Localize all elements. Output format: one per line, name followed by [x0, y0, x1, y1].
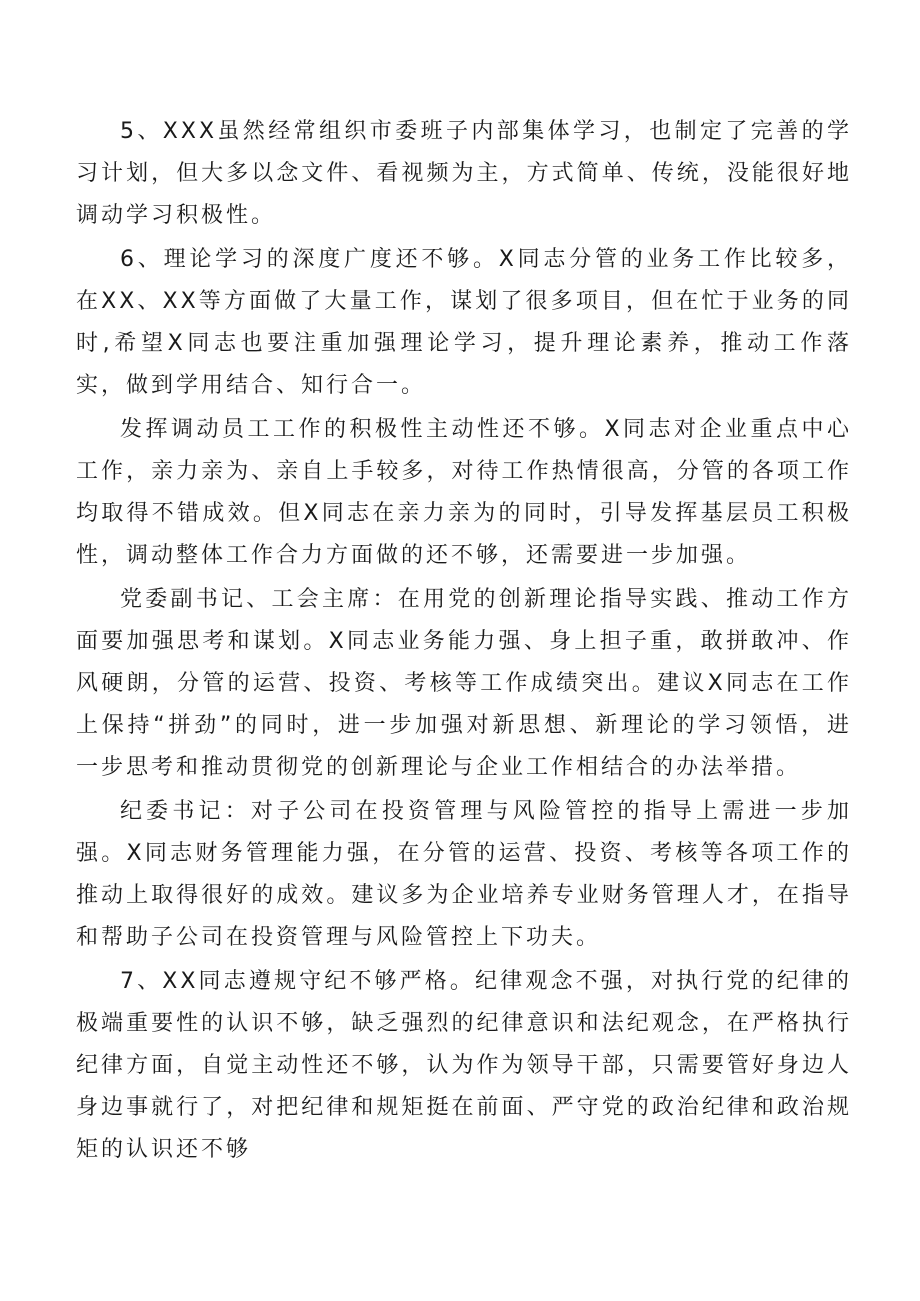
paragraph-item-5: 5、XXX虽然经常组织市委班子内部集体学习，也制定了完善的学习计划，但大多以念文件、看视频为主，方式简单、传统，没能很好地调动学习积极性。	[76, 119, 852, 228]
document-body	[76, 111, 852, 1171]
paragraph-staff-motivation: 发挥调动员工工作的积极性主动性还不够。X同志对企业重点中心工作，亲力亲为、亲自上手较多，对待工作热情很高，分管的各项工作均取得不错成效。但X同志在亲力亲为的同时，引导发挥基层员工积极性，调动整体工作合力方面做的还不够，还需要进一步加强。	[76, 417, 852, 568]
paragraph-item-6: 6、理论学习的深度广度还不够。X同志分管的业务工作比较多，在XX、XX等方面做了大量工作，谋划了很多项目，但在忙于业务的同时,希望X同志也要注重加强理论学习，提升理论素养，推动工作落实，做到学用结合、知行合一。	[76, 247, 852, 398]
paragraph-item-7: 7、XX同志遵规守纪不够严格。纪律观念不强，对执行党的纪律的极端重要性的认识不够，缺乏强烈的纪律意识和法纪观念，在严格执行纪律方面，自觉主动性还不够，认为作为领导干部，只需要管好身边人身边事就行了，对把纪律和规矩挺在前面、严守党的政治纪律和政治规矩的认识还不够	[76, 969, 852, 1162]
paragraph-deputy-secretary: 党委副书记、工会主席：在用党的创新理论指导实践、推动工作方面要加强思考和谋划。X同志业务能力强、身上担子重，敢拼敢冲、作风硬朗，分管的运营、投资、考核等工作成绩突出。建议X同志在工作上保持“拼劲”的同时，进一步加强对新思想、新理论的学习领悟，进一步思考和推动贯彻党的创新理论与企业工作相结合的办法举措。	[76, 587, 852, 780]
paragraph-discipline-secretary: 纪委书记：对子公司在投资管理与风险管控的指导上需进一步加强。X同志财务管理能力强，在分管的运营、投资、考核等各项工作的推动上取得很好的成效。建议多为企业培养专业财务管理人才，在指导和帮助子公司在投资管理与风险管控上下功夫。	[76, 799, 852, 950]
